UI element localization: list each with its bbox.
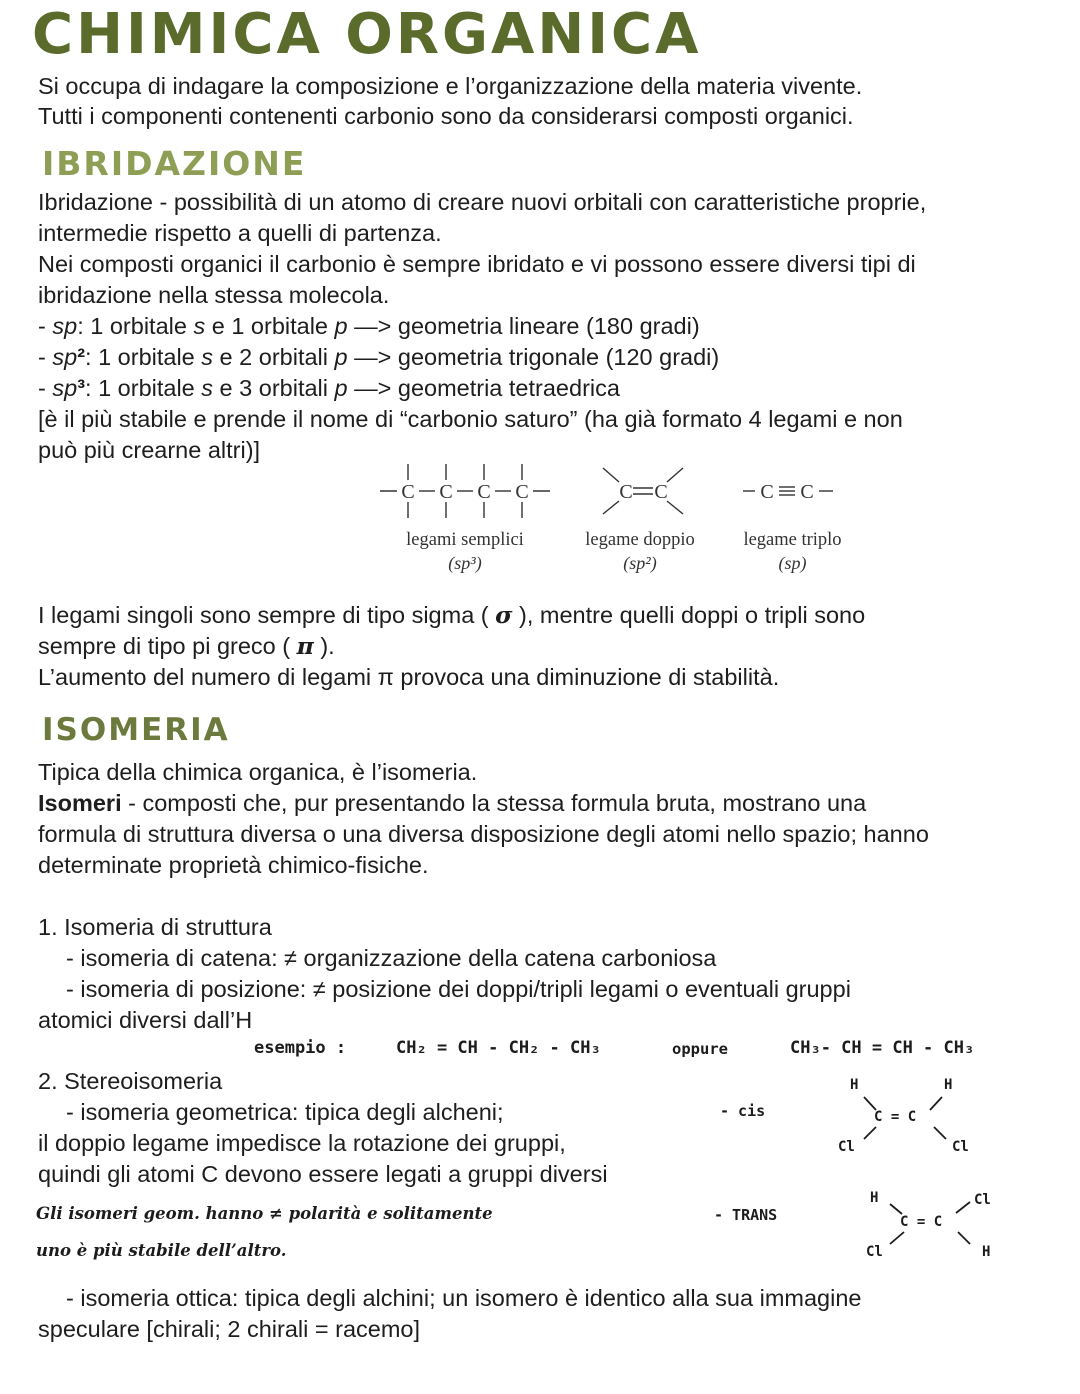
isomeri-def-line-2: formula di struttura diversa o una diversa disposizione degli atomi nello spazio; hanno	[38, 821, 929, 847]
organic-carbon-line-1: Nei composti organici il carbonio è sempre ibridato e vi possono essere diversi tipi di	[38, 251, 916, 277]
isomeri-term: Isomeri	[38, 790, 122, 816]
ottica-item-line-2: speculare [chirali; 2 chirali = racemo]	[38, 1316, 421, 1342]
trans-structure	[858, 1188, 1008, 1278]
triple-bond-caption: legame triplo	[743, 530, 842, 550]
bond-atom-c: C	[401, 481, 415, 503]
sigma-symbol: σ	[495, 601, 513, 629]
single-bond-caption: legami semplici	[406, 530, 524, 550]
struct-isomerism-heading: 1. Isomeria di struttura	[38, 914, 272, 940]
triple-bond-hybrid: (sp)	[778, 553, 807, 573]
trans-center: C = C	[900, 1214, 943, 1230]
bond-atom-c: C	[654, 481, 668, 503]
intro-line-1: Si occupa di indagare la composizione e l’organizzazione della materia vivente.	[38, 73, 863, 99]
bond-atom-c: C	[619, 481, 633, 503]
cis-bottom-left: Cl	[838, 1139, 855, 1155]
cis-structure	[830, 1075, 980, 1165]
section-heading-ibridazione: IBRIDAZIONE	[42, 144, 307, 183]
double-bond-caption: legame doppio	[585, 530, 695, 550]
stereo-heading: 2. Stereoisomeria	[38, 1068, 223, 1094]
saturated-note-line-2: può più crearne altri)]	[38, 437, 261, 463]
sigma-line-2: sempre di tipo pi greco ( π ).	[38, 632, 335, 660]
page-title: CHIMICA ORGANICA	[32, 2, 702, 67]
double-bond-hybrid: (sp²)	[623, 553, 657, 573]
posizione-item-line-1: - isomeria di posizione: ≠ posizione dei doppi/tripli legami o eventuali gruppi	[66, 976, 851, 1002]
handwritten-note-line-2: uno è più stabile dell’altro.	[36, 1241, 287, 1260]
example-label: esempio :	[254, 1038, 347, 1058]
trans-bottom-right: H	[982, 1244, 991, 1260]
catena-item: - isomeria di catena: ≠ organizzazione della catena carboniosa	[66, 945, 717, 971]
bond-atom-c: C	[515, 481, 529, 503]
hybrid-item-sp: - sp: 1 orbitale s e 1 orbitale p —> geometria lineare (180 gradi)	[38, 313, 700, 339]
ibridazione-def-line-1: Ibridazione - possibilità di un atomo di creare nuovi orbitali con caratteristiche proprie,	[38, 189, 927, 215]
trans-top-right: Cl	[974, 1192, 991, 1208]
geom-item-line-1: - isomeria geometrica: tipica degli alcheni;	[66, 1099, 504, 1125]
hybrid-item-sp3: - sp³: 1 orbitale s e 3 orbitali p —> geometria tetraedrica	[38, 375, 620, 401]
intro-line-2: Tutti i componenti contenenti carbonio sono da considerarsi composti organici.	[38, 103, 854, 129]
geom-item-line-3: quindi gli atomi C devono essere legati a gruppi diversi	[38, 1161, 608, 1187]
cis-center: C = C	[874, 1109, 917, 1125]
isomeri-def-line-3: determinate proprietà chimico-fisiche.	[38, 852, 429, 878]
sigma-line-1: I legami singoli sono sempre di tipo sigma ( σ ), mentre quelli doppi o tripli sono	[38, 601, 866, 629]
bond-types-figure	[375, 456, 855, 526]
pi-symbol: π	[296, 632, 314, 660]
handwritten-note-line-1: Gli isomeri geom. hanno ≠ polarità e solitamente	[36, 1204, 493, 1223]
trans-label: - TRANS	[714, 1206, 778, 1224]
bond-atom-c: C	[760, 481, 774, 503]
cis-top-right: H	[944, 1077, 953, 1093]
isomeria-typical-line: Tipica della chimica organica, è l’isomeria.	[38, 759, 478, 785]
bond-atom-c: C	[800, 481, 814, 503]
ibridazione-def-line-2: intermedie rispetto a quelli di partenza.	[38, 220, 442, 246]
saturated-note-line-1: [è il più stabile e prende il nome di “carbonio saturo” (ha già formato 4 legami e non	[38, 406, 903, 432]
section-heading-isomeria: ISOMERIA	[42, 712, 230, 748]
pi-stability-line: L’aumento del numero di legami π provoca una diminuzione di stabilità.	[38, 664, 780, 690]
cis-top-left: H	[850, 1077, 859, 1093]
bond-atom-c: C	[477, 481, 491, 503]
organic-carbon-line-2: ibridazione nella stessa molecola.	[38, 282, 390, 308]
posizione-item-line-2: atomici diversi dall’H	[38, 1007, 253, 1033]
isomeri-def-line-1: Isomeri - composti che, pur presentando la stessa formula bruta, mostrano una	[38, 790, 867, 816]
geom-item-line-2: il doppio legame impedisce la rotazione dei gruppi,	[38, 1130, 566, 1156]
cis-label: - cis	[720, 1102, 766, 1120]
single-bond-hybrid: (sp³)	[448, 553, 482, 573]
trans-top-left: H	[870, 1190, 879, 1206]
example-or: oppure	[672, 1040, 728, 1058]
example-formula-2: CH₃- CH = CH - CH₃	[790, 1038, 975, 1058]
cis-bottom-right: Cl	[952, 1139, 969, 1155]
example-formula-1: CH₂ = CH - CH₂ - CH₃	[396, 1038, 601, 1058]
bond-atom-c: C	[439, 481, 453, 503]
hybrid-item-sp2: - sp²: 1 orbitale s e 2 orbitali p —> geometria trigonale (120 gradi)	[38, 344, 720, 370]
trans-bottom-left: Cl	[866, 1244, 883, 1260]
ottica-item-line-1: - isomeria ottica: tipica degli alchini; un isomero è identico alla sua immagine	[66, 1285, 862, 1311]
